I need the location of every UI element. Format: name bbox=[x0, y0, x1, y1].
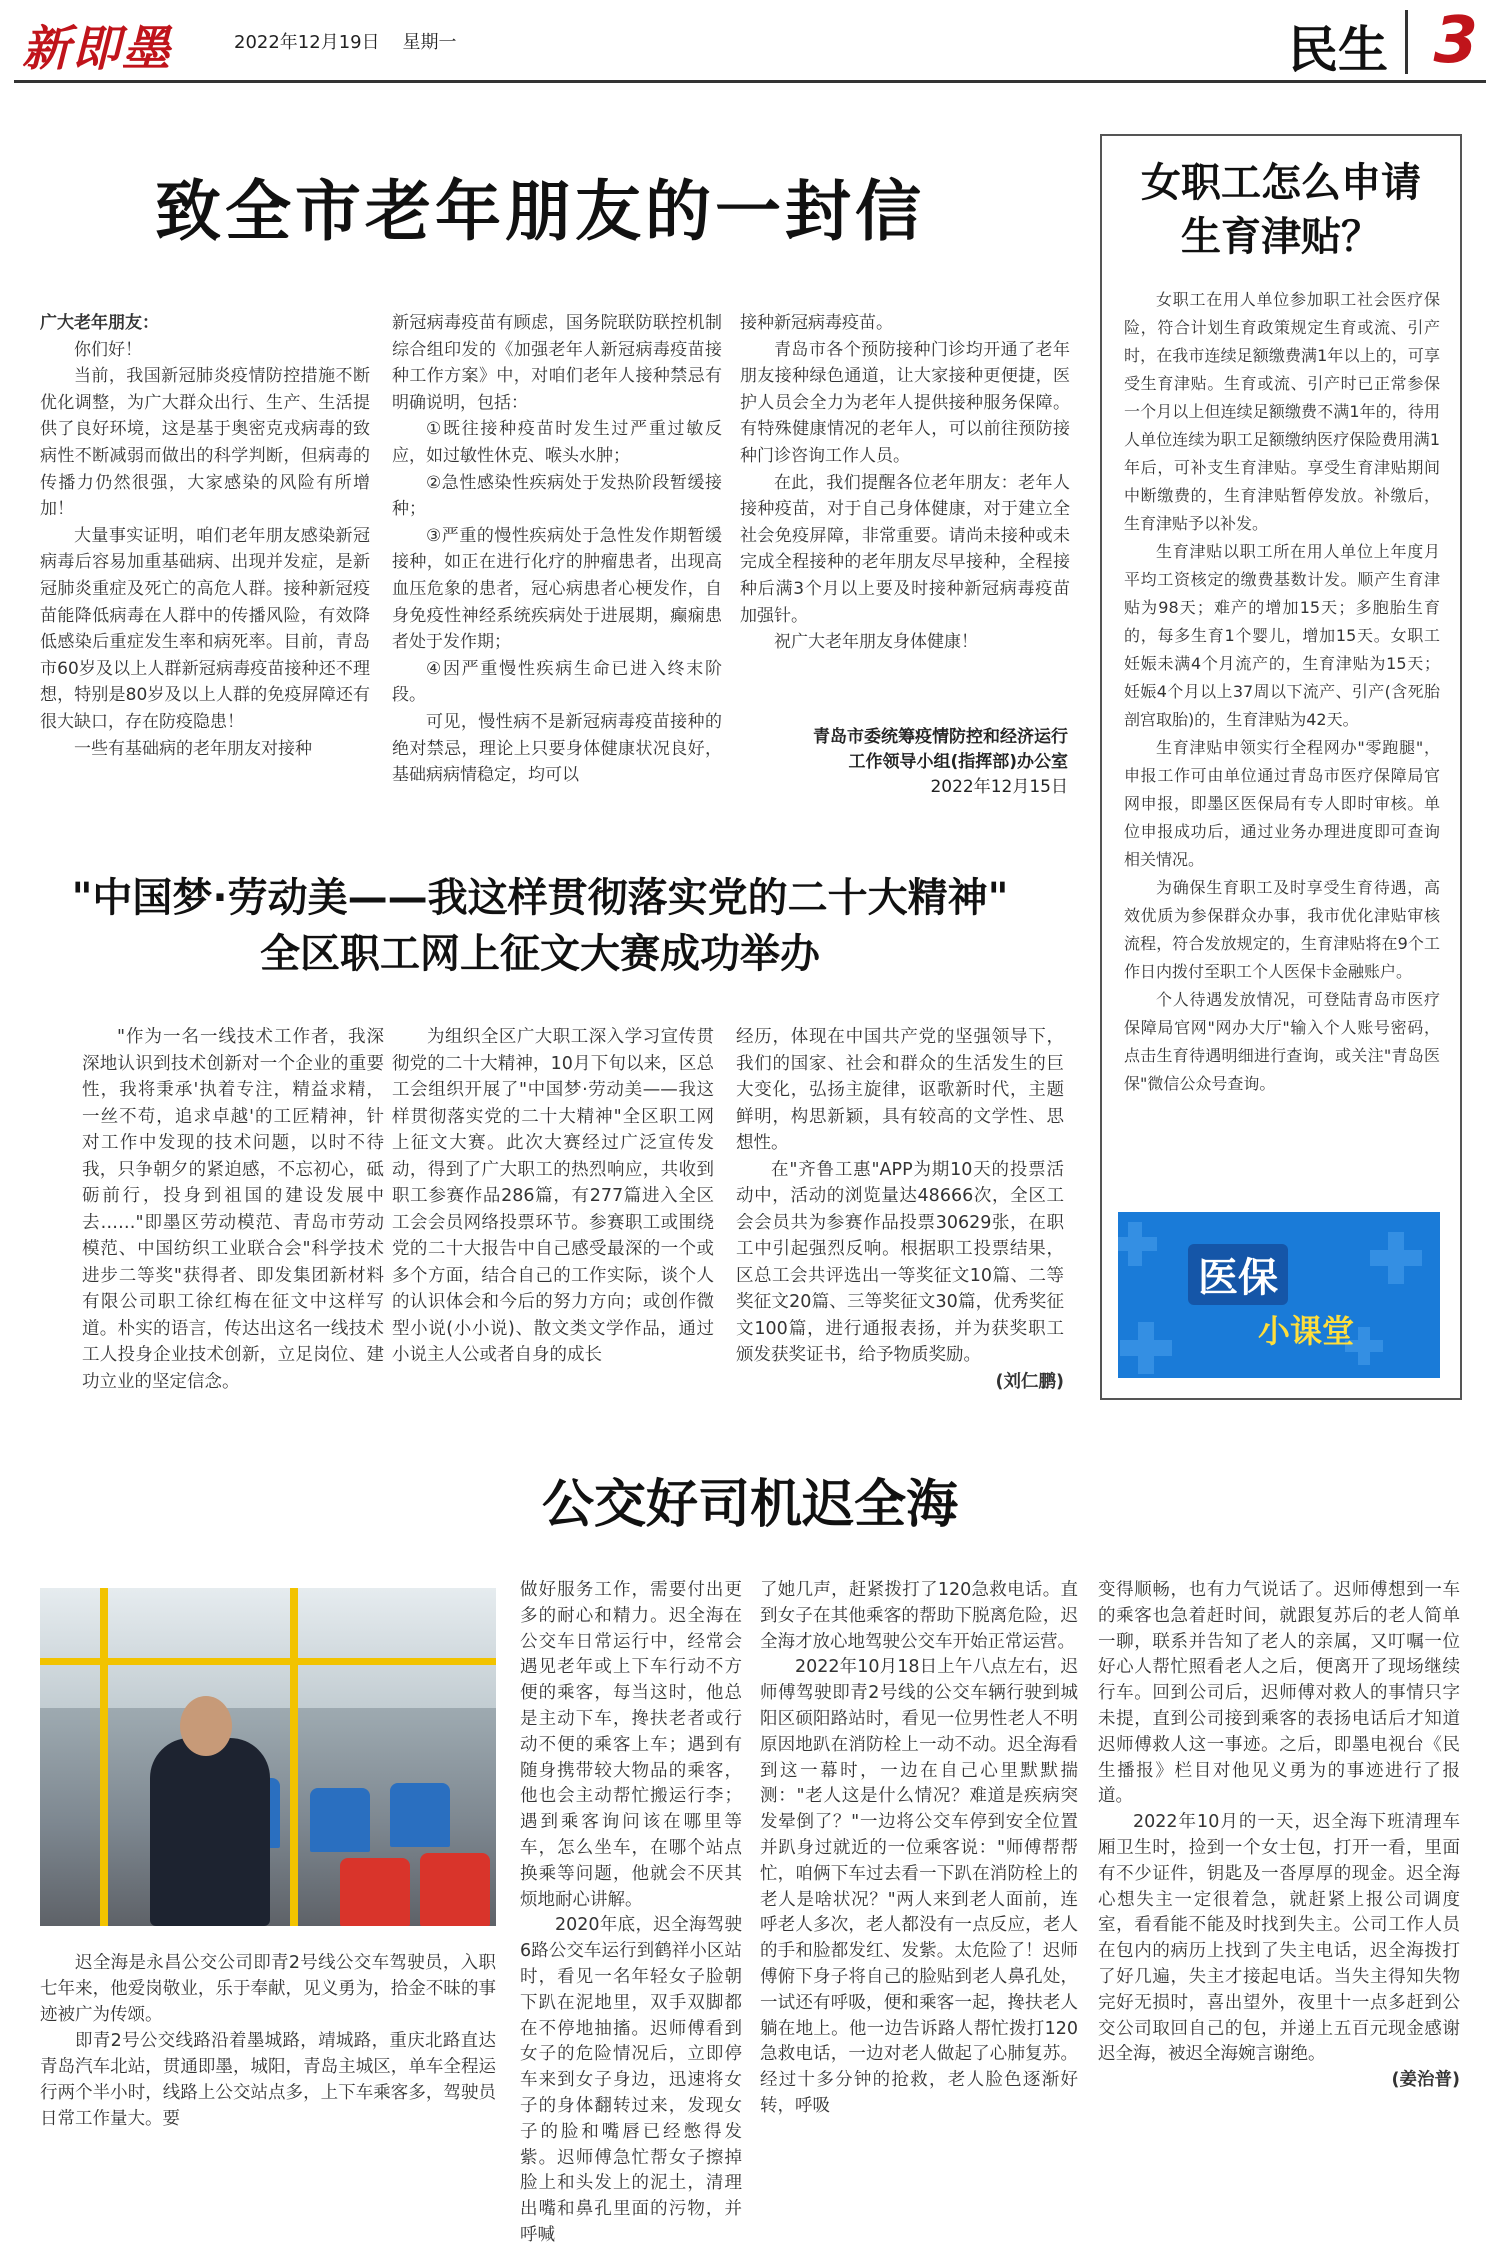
sidebar-paragraph: 女职工在用人单位参加职工社会医疗保险，符合计划生育政策规定生育或流、引产时，在我市连续足额缴费满1年以上的，可享受生育津贴。生育或流、引产时已正常参保一个月以上但连续足额缴费不满1年的，待用人单位连续为职工足额缴纳医疗保险费用满1年后，可补支生育津贴。享受生育津贴期间中断缴费的，生育津贴暂停发放。补缴后，生育津贴予以补发。 bbox=[1124, 290, 1440, 533]
bus-driver-photo bbox=[40, 1588, 496, 1926]
essay-column-2 bbox=[392, 1024, 714, 1369]
letter-column-1 bbox=[40, 310, 370, 762]
sidebar-body bbox=[1124, 286, 1440, 1098]
letter-headline: 致全市老年朋友的一封信 bbox=[155, 173, 925, 250]
essay-headline-line2: 全区职工网上征文大赛成功举办 bbox=[260, 931, 820, 977]
letter-paragraph: 祝广大老年朋友身体健康！ bbox=[774, 632, 978, 653]
driver-paragraph: 了她几声，赶紧拨打了120急救电话。直到女子在其他乘客的帮助下脱离危险，迟全海才放心地驾驶公交车开始正常运营。 bbox=[760, 1580, 1078, 1652]
signature-date: 2022年12月15日 bbox=[930, 777, 1068, 797]
sidebar-paragraph: 生育津贴以职工所在用人单位上年度月平均工资核定的缴费基数计发。顺产生育津贴为98天；难产的增加15天；多胞胎生育的，每多生育1个婴儿，增加15天。女职工妊娠未满4个月流产的，生育津贴为15天；妊娠4个月以上37周以下流产、引产(含死胎剖宫取胎)的，生育津贴为42天。 bbox=[1124, 542, 1440, 729]
essay-byline: (刘仁鹏) bbox=[995, 1371, 1064, 1392]
driver-paragraph: 2020年底，迟全海驾驶6路公交车运行到鹤祥小区站时，看见一名年轻女子脸朝下趴在泥地里，双手双脚都在不停地抽搐。迟师傅看到女子的危险情况后，立即停车来到女子身边，迅速将女子的身体翻转过来，发现女子的脸和嘴唇已经憋得发紫。迟师傅急忙帮女子擦掉脸上和头发上的泥土，清理出嘴和鼻孔里面的污物，并呼喊 bbox=[520, 1915, 742, 2245]
signature-org-line1: 青岛市委统筹疫情防控和经济运行 bbox=[813, 727, 1068, 747]
driver-column-1 bbox=[40, 1950, 496, 2132]
driver-paragraph: 2022年10月的一天，迟全海下班清理车厢卫生时，捡到一个女士包，打开一看，里面有不少证件，钥匙及一沓厚厚的现金。迟全海心想失主一定很着急，就赶紧上报公司调度室，看看能不能及时找到失主。公司工作人员在包内的病历上找到了失主电话，迟全海拨打了好几遍，失主才接起电话。当失主得知失物完好无损时，喜出望外，夜里十一点多赶到公交公司取回自己的包，并递上五百元现金感谢迟全海，被迟全海婉言谢绝。 bbox=[1098, 1812, 1460, 2065]
banner-subtitle: 小课堂 bbox=[1258, 1312, 1355, 1350]
letter-column-3 bbox=[740, 310, 1070, 656]
letter-paragraph: 新冠病毒疫苗有顾虑，国务院联防联控机制综合组印发的《加强老年人新冠病毒疫苗接种工作方案》中，对咱们老年人接种禁忌有明确说明，包括： bbox=[392, 313, 722, 413]
driver-paragraph: 2022年10月18日上午八点左右，迟师傅驾驶即青2号线的公交车辆行驶到城阳区硕阳路站时，看见一位男性老人不明原因地趴在消防栓上一动不动。迟全海看到这一幕时，一边在自己心里默默揣测："老人这是什么情况？难道是疾病突发晕倒了？"一边将公交车停到安全位置并趴身过就近的一位乘客说："师傅帮帮忙，咱俩下车过去看一下趴在消防栓上的老人是啥状况？"两人来到老人面前，连呼老人多次，老人都没有一点反应，老人的手和脸都发红、发紫。太危险了！迟师傅俯下身子将自己的脸贴到老人鼻孔处，一试还有呼吸，便和乘客一起，搀扶老人躺在地上。他一边告诉路人帮忙拨打120急救电话，一边对老人做起了心肺复苏。经过十多分钟的抢救，老人脸色逐渐好转，呼吸 bbox=[760, 1657, 1078, 2116]
header-divider bbox=[1405, 10, 1408, 74]
page-number: 3 bbox=[1433, 4, 1478, 78]
photo-bus-seat bbox=[340, 1858, 410, 1926]
photo-handrail bbox=[100, 1588, 108, 1926]
letter-paragraph: ③严重的慢性疾病处于急性发作期暂缓接种，如正在进行化疗的肿瘤患者，出现高血压危象的患者，冠心病患者心梗发作，自身免疫性神经系统疾病处于进展期，癫痫患者处于发作期； bbox=[392, 525, 722, 653]
driver-paragraph: 变得顺畅，也有力气说话了。迟师傅想到一车的乘客也急着赶时间，就跟复苏后的老人简单一聊，联系并告知了老人的亲属，又叮嘱一位好心人帮忙照看老人之后，便离开了现场继续行车。回到公司后，迟师傅对救人的事情只字未提，直到公司接到乘客的表扬电话后才知道迟师傅救人这一事迹。之后，即墨电视台《民生播报》栏目对他见义勇为的事迹进行了报道。 bbox=[1098, 1580, 1460, 1807]
driver-column-4 bbox=[1098, 1578, 1460, 2094]
sidebar-paragraph: 为确保生育职工及时享受生育待遇，高效优质为参保群众办事，我市优化津贴审核流程，符合发放规定的，生育津贴将在9个工作日内拨付至职工个人医保卡金融账户。 bbox=[1124, 878, 1440, 981]
essay-paragraph: 在"齐鲁工惠"APP为期10天的投票活动中，活动的浏览量达48666次，全区工会会员共为参赛作品投票30629张，在职工中引起强烈反响。根据职工投票结果，区总工会共评选出一等奖征文10篇、二等奖征文20篇、三等奖征文30篇，优秀奖征文100篇，进行通报表扬，并为获奖职工颁发获奖证书，给予物质奖励。 bbox=[736, 1159, 1064, 1365]
issue-date: 2022年12月19日 bbox=[234, 32, 380, 53]
photo-bus-seat bbox=[390, 1783, 450, 1847]
essay-paragraph: 经历，体现在中国共产党的坚强领导下，我们的国家、社会和群众的生活发生的巨大变化，弘扬主旋律，讴歌新时代，主题鲜明，构思新颖，具有较高的文学性、思想性。 bbox=[736, 1027, 1064, 1153]
driver-headline: 公交好司机迟全海 bbox=[541, 1475, 958, 1535]
sidebar-title-line2: 生育津贴？ bbox=[1181, 214, 1381, 260]
essay-headline-line1: "中国梦·劳动美——我这样贯彻落实党的二十大精神" bbox=[71, 875, 1009, 921]
letter-column-2 bbox=[392, 310, 722, 789]
essay-paragraph: "作为一名一线技术工作者，我深深地认识到技术创新对一个企业的重要性，我将秉承'执着专注，精益求精，一丝不苟，追求卓越'的工匠精神，针对工作中发现的技术问题，以时不待我，只争朝夕的紧迫感，不忘初心，砥砺前行，投身到祖国的建设发展中去……"即墨区劳动模范、青岛市劳动模范、中国纺织工业联合会"科学技术进步二等奖"获得者、即发集团新材料有限公司职工徐红梅在征文中这样写道。朴实的语言，传达出这名一线技术工人投身企业技术创新，立足岗位、建功立业的坚定信念。 bbox=[82, 1027, 384, 1392]
driver-paragraph: 即青2号公交线路沿着墨城路，靖城路，重庆北路直达青岛汽车北站，贯通即墨，城阳，青岛主城区，单车全程运行两个半小时，线路上公交站点多，上下车乘客多，驾驶员日常工作量大。要 bbox=[40, 2031, 496, 2129]
letter-paragraph: 一些有基础病的老年朋友对接种 bbox=[74, 738, 312, 759]
essay-column-1 bbox=[82, 1024, 384, 1395]
letter-salutation: 广大老年朋友： bbox=[40, 313, 159, 333]
letter-paragraph: 接种新冠病毒疫苗。 bbox=[740, 313, 893, 333]
photo-handrail bbox=[40, 1658, 496, 1665]
photo-bus-window bbox=[40, 1588, 496, 1708]
essay-column-3 bbox=[736, 1024, 1064, 1395]
letter-paragraph: ①既往接种疫苗时发生过严重过敏反应，如过敏性休克、喉头水肿； bbox=[392, 419, 722, 466]
letter-paragraph: 当前，我国新冠肺炎疫情防控措施不断优化调整，为广大群众出行、生产、生活提供了良好环境，这是基于奥密克戎病毒的致病性不断减弱而做出的科学判断，但病毒的传播力仍然很强，大家感染的风险有所增加！ bbox=[40, 366, 370, 520]
essay-headline bbox=[0, 870, 1080, 982]
letter-paragraph: 在此，我们提醒各位老年朋友：老年人接种疫苗，对于自己身体健康，对于建立全社会免疫屏障，非常重要。请尚未接种或未完成全程接种的老年朋友尽早接种，全程接种后满3个月以上要及时接种新冠病毒疫苗加强针。 bbox=[740, 472, 1070, 626]
photo-driver-head bbox=[180, 1696, 232, 1756]
photo-bus-seat bbox=[420, 1853, 490, 1926]
masthead-logo: 新即墨 bbox=[22, 21, 173, 77]
driver-column-3 bbox=[760, 1578, 1078, 2120]
sidebar-title-line1: 女职工怎么申请 bbox=[1141, 160, 1421, 206]
driver-column-2 bbox=[520, 1578, 742, 2249]
driver-paragraph: 迟全海是永昌公交公司即青2号线公交车驾驶员，入职七年来，他爱岗敬业，乐于奉献，见义勇为，拾金不昧的事迹被广为传颂。 bbox=[40, 1953, 496, 2025]
letter-paragraph: ②急性感染性疾病处于发热阶段暂缓接种； bbox=[392, 472, 722, 520]
signature-org-line2: 工作领导小组(指挥部)办公室 bbox=[848, 752, 1068, 772]
letter-paragraph: 可见，慢性病不是新冠病毒疫苗接种的绝对禁忌，理论上只要身体健康状况良好，基础病病情稳定，均可以 bbox=[392, 711, 722, 786]
dateline bbox=[234, 28, 457, 54]
medical-insurance-banner bbox=[1118, 1212, 1440, 1378]
letter-paragraph: 青岛市各个预防接种门诊均开通了老年朋友接种绿色通道，让大家接种更便捷，医护人员会全力为老年人提供接种服务保障。有特殊健康情况的老年人，可以前往预防接种门诊咨询工作人员。 bbox=[740, 339, 1070, 466]
issue-weekday: 星期一 bbox=[402, 32, 457, 53]
sidebar-box bbox=[1100, 134, 1462, 1400]
essay-paragraph: 为组织全区广大职工深入学习宣传贯彻党的二十大精神，10月下旬以来，区总工会组织开展了"中国梦·劳动美——我这样贯彻落实党的二十大精神"全区职工网上征文大赛。此次大赛经过广泛宣传发动，得到了广大职工的热烈响应，共收到职工参赛作品286篇，有277篇进入全区工会会员网络投票环节。参赛职工或围绕党的二十大报告中自己感受最深的一个或多个方面，结合自己的工作实际，谈个人的认识体会和今后的努力方向；或创作微型小说(小小说)、散文类文学作品，通过小说主人公或者自身的成长 bbox=[392, 1027, 714, 1365]
driver-paragraph: 做好服务工作，需要付出更多的耐心和精力。迟全海在公交车日常运行中，经常会遇见老年或上下车行动不方便的乘客，每当这时，他总是主动下车，搀扶老者或行动不便的乘客上车；遇到有随身携带较大物品的乘客，他也会主动帮忙搬运行李；遇到乘客询问该在哪里等车，怎么坐车，在哪个站点换乘等问题，他就会不厌其烦地耐心讲解。 bbox=[520, 1580, 742, 1910]
driver-byline: (姜治普) bbox=[1391, 2070, 1460, 2091]
banner-title: 医保 bbox=[1188, 1244, 1288, 1305]
photo-bus-seat bbox=[310, 1788, 370, 1852]
photo-driver-figure bbox=[150, 1738, 270, 1926]
letter-paragraph: 大量事实证明，咱们老年朋友感染新冠病毒后容易加重基础病、出现并发症，是新冠肺炎重症及死亡的高危人群。接种新冠疫苗能降低病毒在人群中的传播风险，有效降低感染后重症发生率和病死率。目前，青岛市60岁及以上人群新冠病毒疫苗接种还不理想，特别是80岁及以上人群的免疫屏障还有很大缺口，存在防疫隐患！ bbox=[40, 525, 370, 732]
sidebar-title bbox=[1102, 156, 1460, 264]
section-title: 民生 bbox=[1288, 21, 1388, 79]
letter-paragraph: ④因严重慢性疾病生命已进入终末阶段。 bbox=[392, 658, 722, 706]
header-rule bbox=[14, 80, 1486, 83]
sidebar-paragraph: 生育津贴申领实行全程网办"零跑腿"，申报工作可由单位通过青岛市医疗保障局官网申报，即墨区医保局有专人即时审核。单位申报成功后，通过业务办理进度即可查询相关情况。 bbox=[1124, 738, 1440, 869]
photo-handrail bbox=[290, 1588, 298, 1926]
letter-signature bbox=[740, 725, 1068, 800]
letter-greeting: 你们好！ bbox=[74, 339, 142, 360]
sidebar-paragraph: 个人待遇发放情况，可登陆青岛市医疗保障局官网"网办大厅"输入个人账号密码，点击生育待遇明细进行查询，或关注"青岛医保"微信公众号查询。 bbox=[1124, 990, 1440, 1093]
